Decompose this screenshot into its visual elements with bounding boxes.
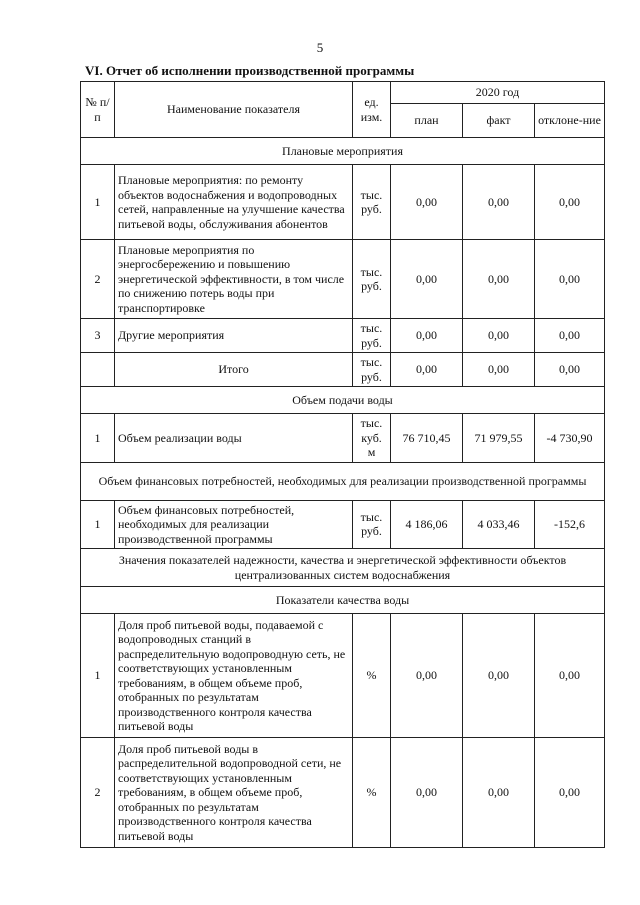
row-fact: 0,00 bbox=[463, 738, 535, 848]
row-fact: 71 979,55 bbox=[463, 414, 535, 463]
total-deviation: 0,00 bbox=[535, 353, 605, 387]
section-water-quality: Показатели качества воды bbox=[81, 587, 605, 614]
row-unit: % bbox=[353, 614, 391, 738]
row-deviation: 0,00 bbox=[535, 319, 605, 353]
table-row bbox=[81, 614, 605, 738]
row-fact: 0,00 bbox=[463, 165, 535, 240]
row-fact: 0,00 bbox=[463, 319, 535, 353]
row-number: 1 bbox=[81, 414, 115, 463]
row-number: 1 bbox=[81, 165, 115, 240]
header-fact: факт bbox=[463, 104, 535, 138]
row-deviation: 0,00 bbox=[535, 165, 605, 240]
row-unit: тыс. руб. bbox=[353, 319, 391, 353]
section-financial-needs: Объем финансовых потребностей, необходимых для реализации производственной программы bbox=[81, 462, 605, 500]
row-unit: % bbox=[353, 738, 391, 848]
row-deviation: -4 730,90 bbox=[535, 414, 605, 463]
row-plan: 0,00 bbox=[391, 240, 463, 319]
row-name: Доля проб питьевой воды, подаваемой с водопроводных станций в распределительную водопроводную сеть, не соответствующих установленным требованиям, в общем объеме проб, отобранных по результатам производственного контроля качества питьевой воды bbox=[115, 614, 353, 738]
row-fact: 4 033,46 bbox=[463, 500, 535, 549]
row-plan: 0,00 bbox=[391, 614, 463, 738]
total-name: Итого bbox=[115, 353, 353, 387]
row-name: Плановые мероприятия: по ремонту объектов водоснабжения и водопроводных сетей, направленные на улучшение качества питьевой воды, обслуживания абонентов bbox=[115, 165, 353, 240]
section-row bbox=[81, 387, 605, 414]
header-plan: план bbox=[391, 104, 463, 138]
row-unit: тыс. руб. bbox=[353, 165, 391, 240]
page-number: 5 bbox=[316, 40, 324, 55]
row-name: Объем реализации воды bbox=[115, 414, 353, 463]
header-unit: ед. изм. bbox=[353, 82, 391, 138]
row-name: Плановые мероприятия по энергосбережению и повышению энергетической эффективности, в том числе по снижению потерь воды при транспортировке bbox=[115, 240, 353, 319]
section-row bbox=[81, 549, 605, 587]
row-number: 2 bbox=[81, 738, 115, 848]
row-name: Другие мероприятия bbox=[115, 319, 353, 353]
row-plan: 0,00 bbox=[391, 165, 463, 240]
row-plan: 0,00 bbox=[391, 738, 463, 848]
row-plan: 76 710,45 bbox=[391, 414, 463, 463]
table-row bbox=[81, 240, 605, 319]
row-name: Объем финансовых потребностей, необходимых для реализации производственной программы bbox=[115, 500, 353, 549]
section-row bbox=[81, 587, 605, 614]
row-name: Доля проб питьевой воды в распределительной водопроводной сети, не соответствующих установленным требованиям, в общем объеме проб, отобранных по результатам производственного контроля качества питьевой воды bbox=[115, 738, 353, 848]
header-year: 2020 год bbox=[391, 82, 605, 104]
report-heading: VI. Отчет об исполнении производственной программы bbox=[85, 63, 415, 78]
section-row bbox=[81, 462, 605, 500]
table-row bbox=[81, 414, 605, 463]
table-row bbox=[81, 165, 605, 240]
row-unit: тыс. руб. bbox=[353, 500, 391, 549]
total-number-cell bbox=[81, 353, 115, 387]
table-row bbox=[81, 738, 605, 848]
row-fact: 0,00 bbox=[463, 240, 535, 319]
header-number: № п/п bbox=[81, 82, 115, 138]
row-number: 1 bbox=[81, 500, 115, 549]
header-row bbox=[81, 82, 605, 104]
header-deviation: отклоне-ние bbox=[535, 104, 605, 138]
row-deviation: -152,6 bbox=[535, 500, 605, 549]
section-water-supply: Объем подачи воды bbox=[81, 387, 605, 414]
total-row bbox=[81, 353, 605, 387]
production-program-table bbox=[80, 81, 605, 848]
row-deviation: 0,00 bbox=[535, 240, 605, 319]
row-unit: тыс. руб. bbox=[353, 240, 391, 319]
total-unit: тыс. руб. bbox=[353, 353, 391, 387]
section-planned-events: Плановые мероприятия bbox=[81, 138, 605, 165]
total-plan: 0,00 bbox=[391, 353, 463, 387]
row-number: 1 bbox=[81, 614, 115, 738]
row-deviation: 0,00 bbox=[535, 738, 605, 848]
row-deviation: 0,00 bbox=[535, 614, 605, 738]
table-row bbox=[81, 500, 605, 549]
total-fact: 0,00 bbox=[463, 353, 535, 387]
row-number: 2 bbox=[81, 240, 115, 319]
section-reliability: Значения показателей надежности, качества и энергетической эффективности объектов централизованных систем водоснабжения bbox=[81, 549, 605, 587]
row-plan: 4 186,06 bbox=[391, 500, 463, 549]
table-row bbox=[81, 319, 605, 353]
row-fact: 0,00 bbox=[463, 614, 535, 738]
header-name: Наименование показателя bbox=[115, 82, 353, 138]
row-number: 3 bbox=[81, 319, 115, 353]
row-unit: тыс. куб. м bbox=[353, 414, 391, 463]
row-plan: 0,00 bbox=[391, 319, 463, 353]
section-row bbox=[81, 138, 605, 165]
